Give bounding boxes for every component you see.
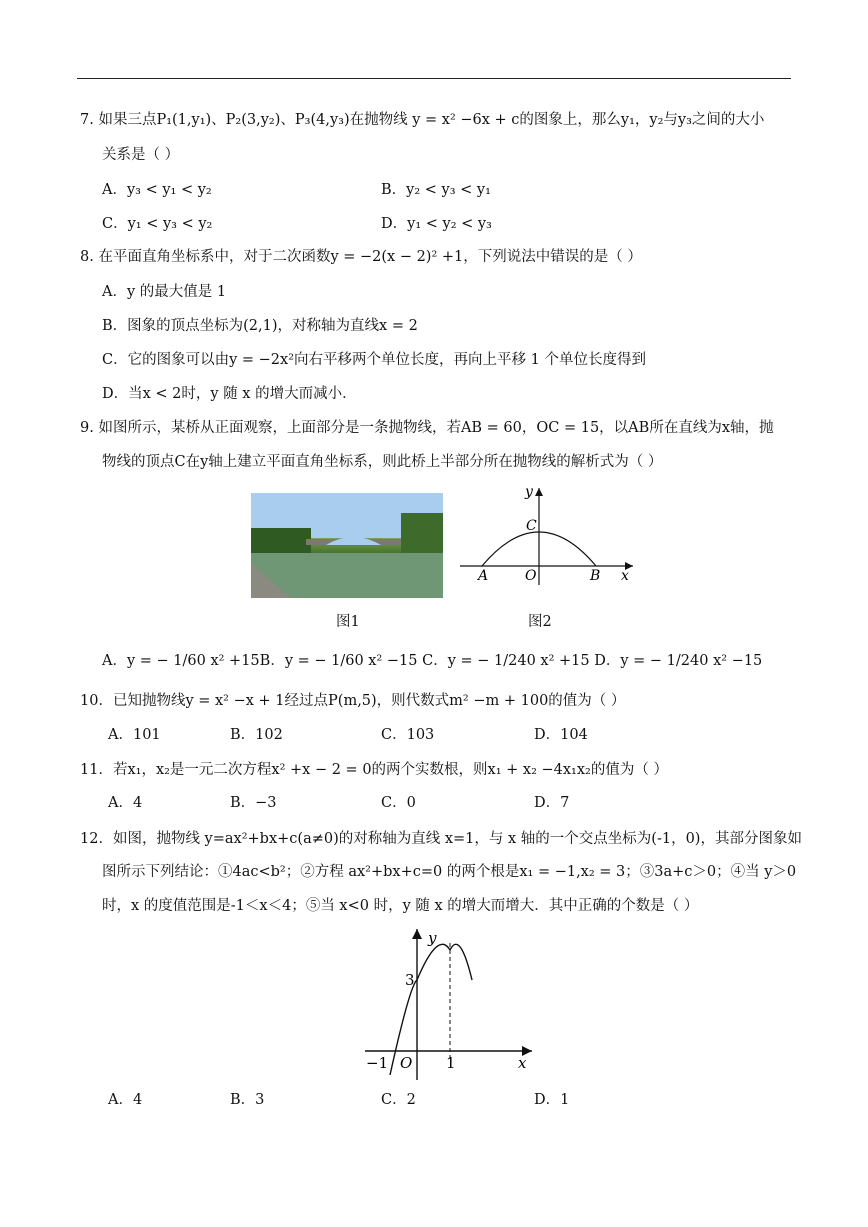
q12-option-d: D．1 bbox=[534, 1092, 570, 1108]
q12-stem-line3: 时，x 的度值范围是-1＜x＜4；⑤当 x<0 时，y 随 x 的增大而增大．其中正确的个数是（ ） bbox=[102, 898, 699, 914]
q12-figure bbox=[360, 925, 540, 1085]
fig2-y-label: y bbox=[525, 484, 533, 500]
q10-option-d: D．104 bbox=[534, 727, 588, 743]
q8-stem: 8. 在平面直角坐标系中，对于二次函数y = −2(x − 2)² +1，下列说法中错误的是（ ） bbox=[80, 249, 642, 265]
fig2-b-label: B bbox=[590, 568, 601, 584]
q8-option-b: B．图象的顶点坐标为(2,1)，对称轴为直线x = 2 bbox=[102, 318, 418, 334]
fig2-a-label: A bbox=[478, 568, 489, 584]
q10-option-a: A．101 bbox=[108, 727, 161, 743]
q12-option-a: A．4 bbox=[108, 1092, 143, 1108]
q12-one-label: 1 bbox=[446, 1054, 456, 1072]
q9-stem-line2: 物线的顶点C在y轴上建立平面直角坐标系，则此桥上半部分所在抛物线的解析式为（ ） bbox=[102, 454, 663, 470]
fig2-o-label: O bbox=[525, 568, 537, 584]
q12-three-label: 3 bbox=[405, 971, 415, 989]
q8-option-a: A．y 的最大值是 1 bbox=[102, 284, 227, 300]
q12-stem-line1: 12．如图，抛物线 y=ax²+bx+c(a≠0)的对称轴为直线 x=1，与 x 轴的一个交点坐标为(-1，0)，其部分图象如 bbox=[80, 831, 802, 847]
q11-option-b: B．−3 bbox=[230, 795, 277, 811]
q12-option-b: B．3 bbox=[230, 1092, 265, 1108]
q10-option-c: C．103 bbox=[381, 727, 435, 743]
bridge-photo-drawing bbox=[251, 493, 443, 598]
q12-x-label: x bbox=[518, 1054, 527, 1072]
q7-option-a: A．y₃ < y₁ < y₂ bbox=[102, 182, 212, 198]
q9-options: A．y = − 1/60 x² +15B．y = − 1/60 x² −15 C．y = − 1/240 x² +15 D．y = − 1/240 x² −15 bbox=[102, 653, 763, 669]
q8-option-d: D．当x < 2时，y 随 x 的增大而减小． bbox=[102, 386, 357, 402]
q12-stem-line2: 图所示下列结论：①4ac<b²；②方程 ax²+bx+c=0 的两个根是x₁ = −1,x₂ = 3；③3a+c＞0；④当 y＞0 bbox=[102, 864, 797, 880]
q11-option-d: D．7 bbox=[534, 795, 570, 811]
q9-stem-line1: 9. 如图所示，某桥从正面观察，上面部分是一条抛物线，若AB = 60，OC = 15，以AB所在直线为x轴，抛 bbox=[80, 420, 774, 436]
q8-option-c: C．它的图象可以由y = −2x²向右平移两个单位长度，再向上平移 1 个单位长度得到 bbox=[102, 352, 646, 368]
q10-stem: 10．已知抛物线y = x² −x + 1经过点P(m,5)，则代数式m² −m + 100的值为（ ） bbox=[80, 693, 626, 709]
q12-option-c: C．2 bbox=[381, 1092, 416, 1108]
header-rule bbox=[77, 78, 791, 79]
q11-option-c: C．0 bbox=[381, 795, 416, 811]
q7-stem-line1: 7. 如果三点P₁(1,y₁)、P₂(3,y₂)、P₃(4,y₃)在抛物线 y = x² −6x + c的图象上，那么y₁，y₂与y₃之间的大小 bbox=[80, 112, 765, 128]
fig2-caption: 图2 bbox=[528, 614, 552, 630]
q10-option-b: B．102 bbox=[230, 727, 283, 743]
q7-option-b: B．y₂ < y₃ < y₁ bbox=[381, 182, 491, 198]
q7-option-c: C．y₁ < y₃ < y₂ bbox=[102, 216, 213, 232]
q7-stem-line2: 关系是（ ） bbox=[102, 147, 180, 163]
q11-option-a: A．4 bbox=[108, 795, 143, 811]
q12-o-label: O bbox=[400, 1054, 413, 1072]
fig1-caption: 图1 bbox=[336, 614, 360, 630]
q9-figure2 bbox=[455, 480, 640, 590]
q12-neg1-label: −1 bbox=[366, 1054, 389, 1072]
q7-option-d: D．y₁ < y₂ < y₃ bbox=[381, 216, 492, 232]
bridge-photo bbox=[251, 493, 443, 598]
fig2-c-label: C bbox=[526, 518, 537, 534]
q12-y-label: y bbox=[428, 929, 437, 947]
fig2-x-label: x bbox=[621, 568, 629, 584]
q11-stem: 11．若x₁，x₂是一元二次方程x² +x − 2 = 0的两个实数根，则x₁ + x₂ −4x₁x₂的值为（ ） bbox=[80, 762, 668, 778]
